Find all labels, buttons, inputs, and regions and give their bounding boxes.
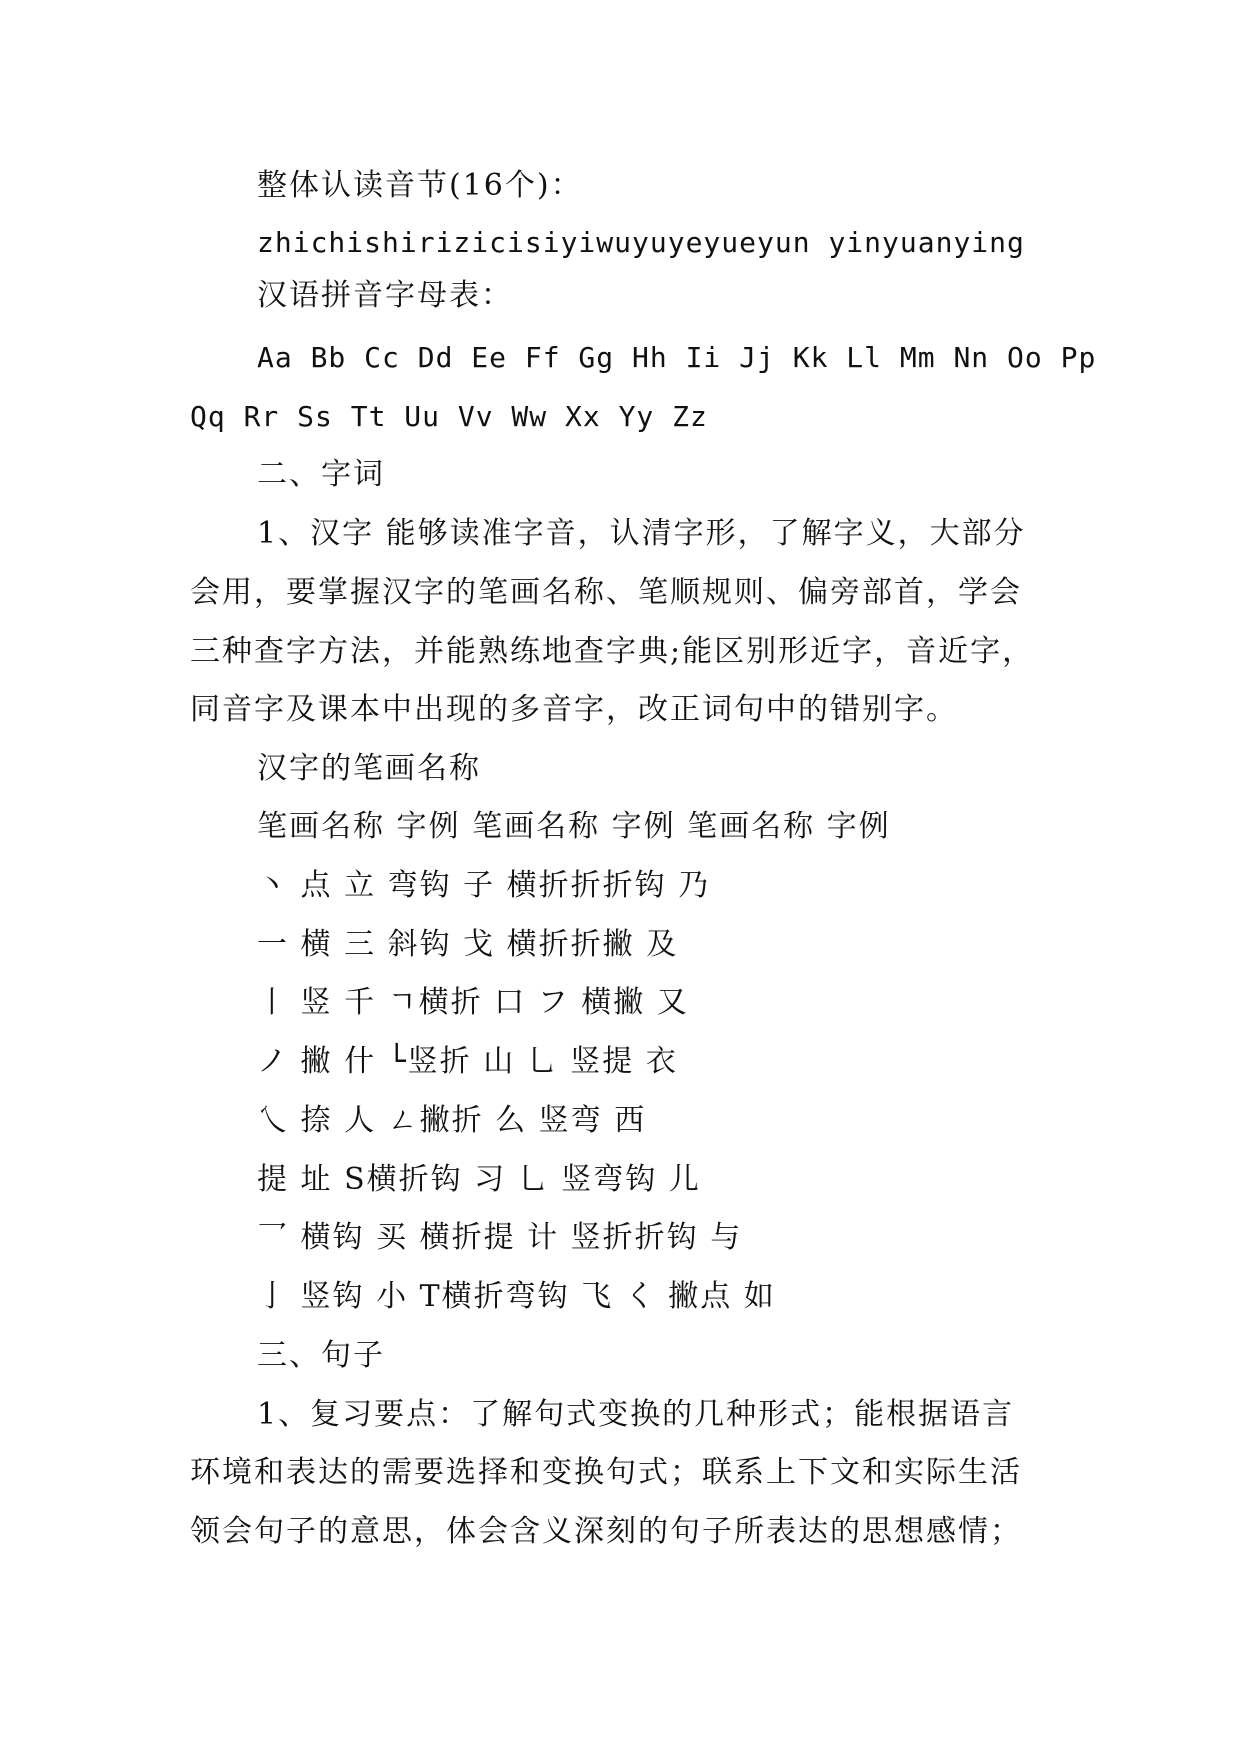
stroke-names-heading: 汉字的笔画名称 — [257, 751, 481, 786]
paragraph-line: 三种查字方法，并能熟练地查字典;能区别形近字，音近字， — [190, 634, 1035, 669]
section-line-whole-syllables-heading: 整体认读音节(16个)： — [257, 168, 583, 203]
section-heading-words: 二、字词 — [257, 457, 385, 492]
paragraph-line: 环境和表达的需要选择和变换句式；联系上下文和实际生活 — [190, 1455, 1022, 1490]
stroke-table-row: 丨 竖 千 ㄱ横折 口 フ 横撇 又 — [257, 985, 689, 1020]
paragraph-line: 1、复习要点：了解句式变换的几种形式；能根据语言 — [257, 1397, 1015, 1432]
section-line-alphabet-row-1: Aa Bb Cc Dd Ee Ff Gg Hh Ii Jj Kk Ll Mm Nn Oo Pp — [257, 341, 1097, 374]
section-line-alphabet-row-2: Qq Rr Ss Tt Uu Vv Ww Xx Yy Zz — [190, 400, 708, 433]
stroke-table-row: ノ 撇 什 └竖折 山 乚 竖提 衣 — [257, 1044, 678, 1079]
section-heading-sentences: 三、句子 — [257, 1338, 385, 1373]
stroke-table-row: 乛 横钩 买 横折提 计 竖折折钩 与 — [257, 1220, 743, 1255]
paragraph-line: 会用，要掌握汉字的笔画名称、笔顺规则、偏旁部首，学会 — [190, 575, 1022, 610]
paragraph-line: 1、汉字 能够读准字音，认清字形，了解字义，大部分 — [257, 516, 1026, 551]
stroke-table-header: 笔画名称 字例 笔画名称 字例 笔画名称 字例 — [257, 809, 891, 844]
paragraph-line: 同音字及课本中出现的多音字，改正词句中的错别字。 — [190, 692, 958, 727]
stroke-table-row: 丶 点 立 弯钩 子 横折折折钩 乃 — [257, 868, 711, 903]
section-line-alphabet-heading: 汉语拼音字母表： — [257, 278, 513, 313]
stroke-table-row: 亅 竖钩 小 T横折弯钩 飞 く 撇点 如 — [257, 1279, 776, 1314]
stroke-table-row: 乀 捺 人 ㄥ撇折 么 竖弯 西 — [257, 1103, 647, 1138]
stroke-table-row: 提 址 S横折钩 习 乚 竖弯钩 儿 — [257, 1162, 701, 1197]
section-line-whole-syllables: zhichishirizicisiyiwuyuyeyueyun yinyuanying — [257, 226, 1025, 259]
stroke-table-row: 一 横 三 斜钩 戈 横折折撇 及 — [257, 927, 679, 962]
paragraph-line: 领会句子的意思，体会含义深刻的句子所表达的思想感情； — [190, 1514, 1022, 1549]
